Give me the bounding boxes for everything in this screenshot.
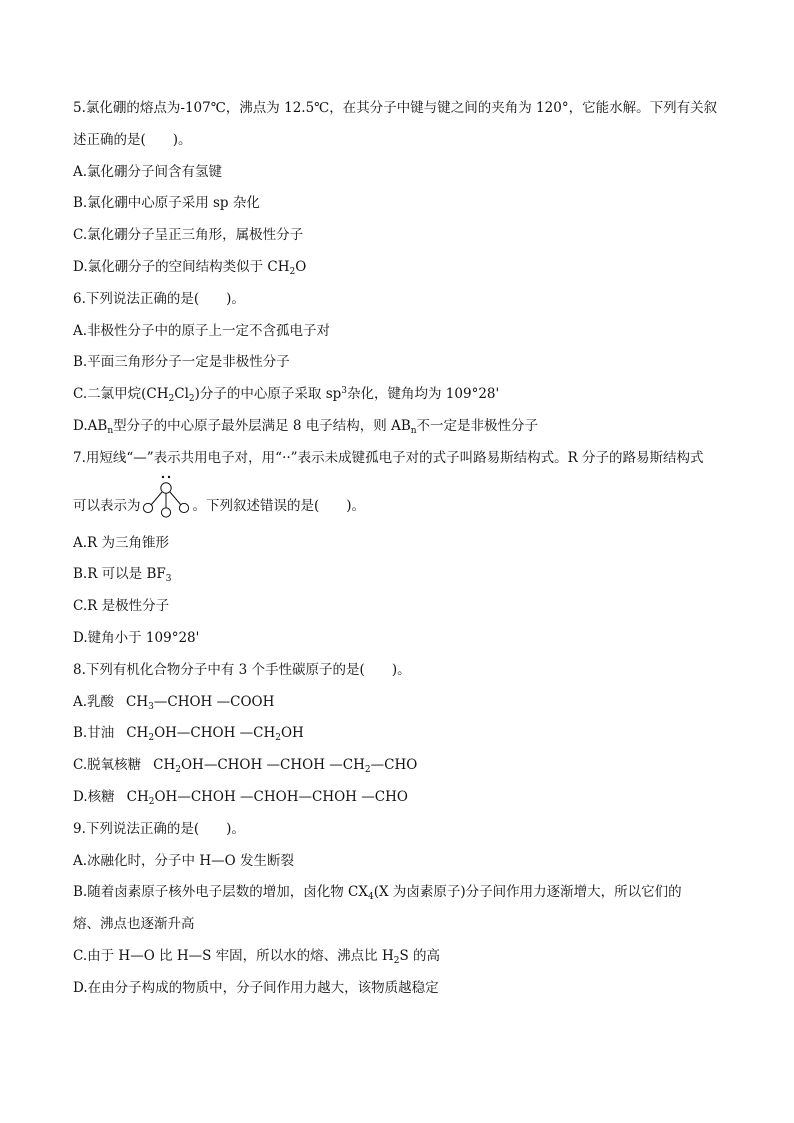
q9-option-a: A.冰融化时，分子中 H—O 发生断裂: [73, 852, 294, 869]
lewis-structure-svg: [142, 474, 192, 518]
bond-right: [170, 492, 181, 505]
q5-option-a: A.氯化硼分子间含有氢键: [73, 163, 223, 180]
q9-option-c: C.由于 H—O 比 H—S 牢固，所以水的熔、沸点比 $H_2S$ 的高: [73, 947, 441, 966]
q5-option-b: B.氯化硼中心原子采用 sp 杂化: [73, 195, 260, 212]
lone-pair-dot-right: [167, 475, 169, 477]
outer-atom-right: [179, 503, 188, 512]
exam-page: [73, 100, 723, 1012]
outer-atom-middle: [161, 507, 170, 516]
lewis-structure-diagram: [142, 474, 192, 518]
q7-option-d: D.键角小于 109°28': [73, 629, 200, 646]
q5-stem-line2: 述正确的是( )。: [73, 131, 192, 148]
central-atom-circle: [160, 482, 170, 492]
bond-left: [151, 492, 162, 505]
q8-option-a: A.乳酸 $CH_3—CHOH$ —COOH: [73, 693, 275, 712]
q6-option-a: A.非极性分子中的原子上一定不含孤电子对: [73, 322, 331, 339]
q9-option-d: D.在由分子构成的物质中，分子间作用力越大，该物质越稳定: [73, 979, 439, 996]
q6-option-b: B.平面三角形分子一定是非极性分子: [73, 354, 290, 371]
q6-stem: 6.下列说法正确的是( )。: [73, 290, 245, 307]
q9-stem: 9.下列说法正确的是( )。: [73, 820, 245, 837]
lone-pair-dot-left: [161, 475, 163, 477]
q6-option-d: $D.AB_n$型分子的中心原子最外层满足 8 电子结构，则 $AB_n$不一定是非极性分子: [73, 417, 539, 436]
outer-atom-left: [143, 503, 152, 512]
q7-option-a: A.R 为三角锥形: [73, 534, 169, 551]
q5-stem-line1: 5.氯化硼的熔点为-107℃，沸点为 12.5℃，在其分子中键与键之间的夹角为 120°，它能水解。下列有关叙: [73, 100, 718, 116]
q5-option-d: D.氯化硼分子的空间结构类似于 $CH_2O$: [73, 258, 307, 277]
q6-option-c: C.二氯甲烷$(CH_2Cl_2)$分子的中心原子采取 $sp^3$杂化，键角均为 109°28': [73, 386, 500, 405]
q8-option-d: D.核糖 $CH_2OH—CHOH$ —CHOH—CHOH —CHO: [73, 788, 408, 807]
q5-option-c: C.氯化硼分子呈正三角形，属极性分子: [73, 227, 304, 244]
q8-option-c: C.脱氧核糖 $CH_2OH—CHOH$ —CHOH $—CH_2—CHO$: [73, 757, 418, 776]
q7-option-b: B.R 可以是 $BF_3$: [73, 566, 172, 585]
q8-option-b: B.甘油 $CH_2OH—CHOH$ $—CH_2OH$: [73, 725, 304, 744]
q8-stem: 8.下列有机化合物分子中有 3 个手性碳原子的是( )。: [73, 661, 411, 678]
q7-stem-line1: 7.用短线“—”表示共用电子对，用“··”表示未成键孤电子对的式子叫路易斯结构式。R 分子的路易斯结构式: [73, 449, 704, 466]
q9-option-b-line2: 熔、沸点也逐渐升高: [73, 916, 195, 933]
q9-option-b-line1: B.随着卤素原子核外电子层数的增加，卤化物 $CX_4(X$ 为卤素原子)分子间作用力逐渐增大，所以它们的: [73, 884, 682, 903]
q7-option-c: C.R 是极性分子: [73, 598, 170, 615]
q7-stem-line2: 可以表示为 。下列叙述错误的是( )。: [73, 482, 723, 514]
